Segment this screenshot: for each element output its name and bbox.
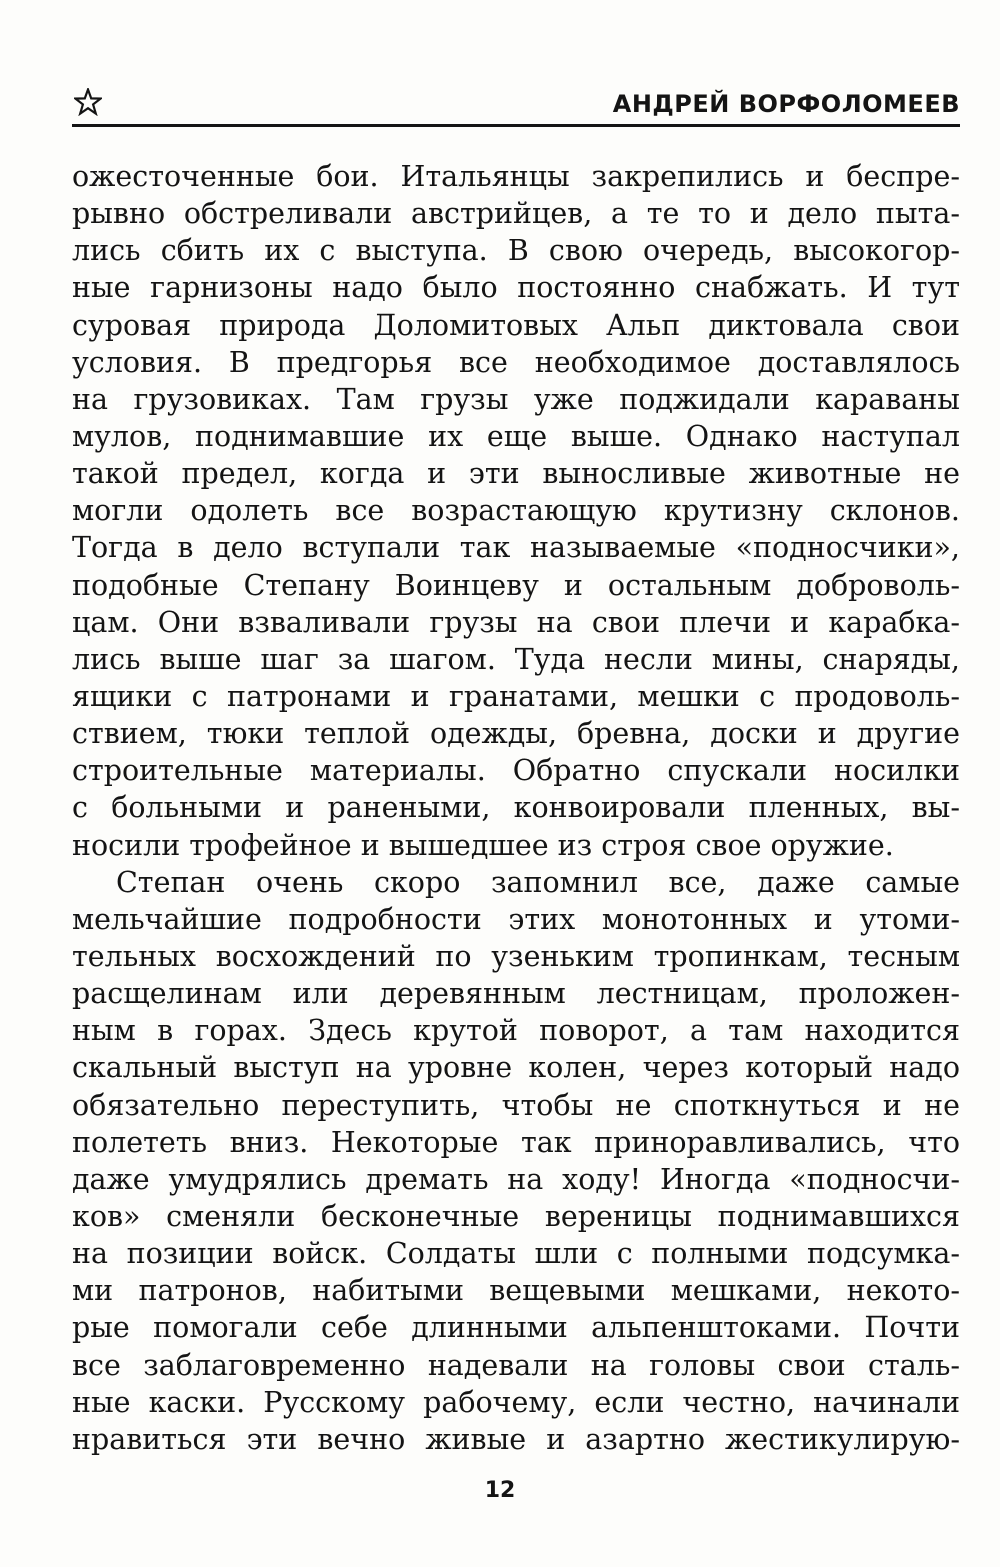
text-line: на позиции войск. Солдаты шли с полными подсумка- xyxy=(72,1237,960,1271)
author-name: АНДРЕЙ ВОРФОЛОМЕЕВ xyxy=(612,90,960,118)
text-line: подобные Степану Воинцеву и остальным доброволь- xyxy=(72,568,960,602)
header-rule xyxy=(72,124,960,127)
body-text xyxy=(72,158,960,1458)
text-line: нравиться эти вечно живые и азартно жестикулирую- xyxy=(72,1422,960,1456)
text-line: мельчайшие подробности этих монотонных и утоми- xyxy=(72,902,960,936)
paragraph-start-line: Степан очень скоро запомнил все, даже самые xyxy=(116,865,960,899)
text-line: суровая природа Доломитовых Альп диктовала свои xyxy=(72,308,960,342)
text-line: ствием, тюки теплой одежды, бревна, доски и другие xyxy=(72,717,960,751)
text-line: цам. Они взваливали грузы на свои плечи и карабка- xyxy=(72,605,960,639)
running-header xyxy=(72,86,960,126)
text-line: ящики с патронами и гранатами, мешки с продоволь- xyxy=(72,679,960,713)
text-line: с больными и ранеными, конвоировали пленных, вы- xyxy=(72,791,960,825)
text-line: все заблаговременно надевали на головы свои сталь- xyxy=(72,1348,960,1382)
text-line: ным в горах. Здесь крутой поворот, а там находится xyxy=(72,1014,960,1048)
text-line: Тогда в дело вступали так называемые «подносчики», xyxy=(72,531,960,565)
text-line: лись сбить их с выступа. В свою очередь, высокогор- xyxy=(72,234,960,268)
text-line: ные гарнизоны надо было постоянно снабжать. И тут xyxy=(72,271,960,305)
text-line: скальный выступ на уровне колен, через который надо xyxy=(72,1051,960,1085)
text-line: расщелинам или деревянным лестницам, проложен- xyxy=(72,977,960,1011)
text-line: могли одолеть все возрастающую крутизну склонов. xyxy=(72,494,960,528)
star-outline-icon xyxy=(74,88,102,116)
text-line: ожесточенные бои. Итальянцы закрепились и беспре- xyxy=(72,160,960,193)
text-line: рывно обстреливали австрийцев, а те то и дело пыта- xyxy=(72,197,960,231)
paragraph-end-line: носили трофейное и вышедшее из строя свое оружие. xyxy=(72,828,894,862)
text-line: полететь вниз. Некоторые так приноравливались, что xyxy=(72,1125,960,1159)
text-line: такой предел, когда и эти выносливые животные не xyxy=(72,457,960,491)
text-line: ные каски. Русскому рабочему, если честно, начинали xyxy=(72,1385,960,1419)
text-line: условия. В предгорья все необходимое доставлялось xyxy=(72,345,960,379)
text-line: обязательно переступить, чтобы не споткнуться и не xyxy=(72,1088,960,1122)
text-line: тельных восхождений по узеньким тропинкам, тесным xyxy=(72,939,960,973)
text-line: ми патронов, набитыми вещевыми мешками, некото- xyxy=(72,1274,960,1308)
text-line: даже умудрялись дремать на ходу! Иногда «подносчи- xyxy=(72,1162,960,1196)
text-line: мулов, поднимавшие их еще выше. Однако наступал xyxy=(72,419,960,453)
text-line: строительные материалы. Обратно спускали носилки xyxy=(72,754,960,788)
text-line: лись выше шаг за шагом. Туда несли мины, снаряды, xyxy=(72,642,960,676)
text-line: на грузовиках. Там грузы уже поджидали караваны xyxy=(72,382,960,416)
page-number: 12 xyxy=(484,1478,516,1503)
text-line: ков» сменяли бесконечные вереницы поднимавшихся xyxy=(72,1199,960,1233)
text-line: рые помогали себе длинными альпенштоками. Почти xyxy=(72,1311,960,1345)
